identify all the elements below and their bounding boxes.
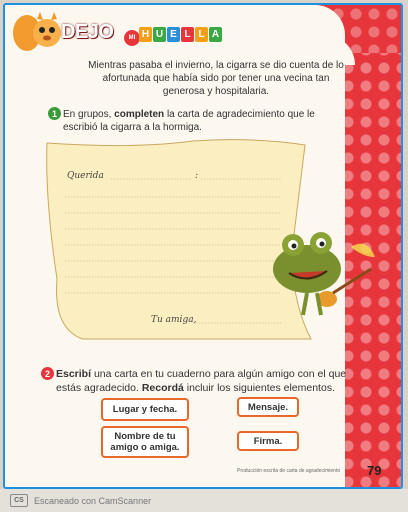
element-mensaje: Mensaje. — [237, 397, 299, 417]
brand-huella-letter: A — [209, 27, 222, 42]
step-2-text-1: una carta en tu cuaderno para algún amigo con el que estás agradecido. — [56, 368, 347, 394]
element-firma: Firma. — [237, 431, 299, 451]
step-1-text-after: la carta de agradecimiento que le escribió la cigarra a la hormiga. — [63, 109, 315, 133]
step-2-bold-1: Escribí — [56, 368, 92, 380]
step-2-number: 2 — [41, 367, 54, 380]
step-2-bold-2: Recordá — [141, 382, 184, 394]
scan-frame — [3, 3, 403, 489]
step-2-text-2: incluir los siguientes elementos. — [183, 382, 335, 394]
brand-dejo: DEJO — [61, 21, 114, 43]
letter-closing: Tu amiga, — [151, 315, 197, 325]
step-1-number: 1 — [48, 107, 61, 120]
intro-paragraph: Mientras pasaba el invierno, la cigarra se dio cuenta de lo afortunada que había sido por tener una vecina tan generosa y hospitalaria. — [88, 60, 344, 97]
brand-huella-letter: L — [181, 27, 194, 42]
footer-note: Producción escrita de carta de agradecimiento — [237, 468, 341, 474]
letter-greeting: Querida — [67, 171, 104, 181]
brand-huella-letter: H — [139, 27, 152, 42]
frog-guitar-illustration — [267, 227, 379, 319]
brand-huella — [139, 27, 222, 42]
camscanner-logo-icon: CS — [10, 494, 28, 507]
step-1-text-before: En grupos, — [63, 109, 115, 120]
brand-huella-letter: U — [153, 27, 166, 42]
letter-colon: : — [195, 171, 199, 181]
camscanner-text: Escaneado con CamScanner — [34, 495, 152, 506]
element-lugar-fecha: Lugar y fecha. — [101, 398, 189, 421]
step-1-instruction — [63, 108, 333, 134]
step-2-instruction — [56, 367, 356, 395]
step-1-bold: completen — [114, 109, 165, 120]
camscanner-bar — [0, 489, 408, 512]
squirrel-mascot-icon — [9, 11, 69, 57]
element-nombre: Nombre de tu amigo o amiga. — [101, 426, 189, 458]
brand-huella-letter: E — [167, 27, 180, 42]
brand-mi: MI — [123, 29, 141, 47]
brand-huella-letter: L — [195, 27, 208, 42]
page-number: 79 — [367, 463, 382, 478]
